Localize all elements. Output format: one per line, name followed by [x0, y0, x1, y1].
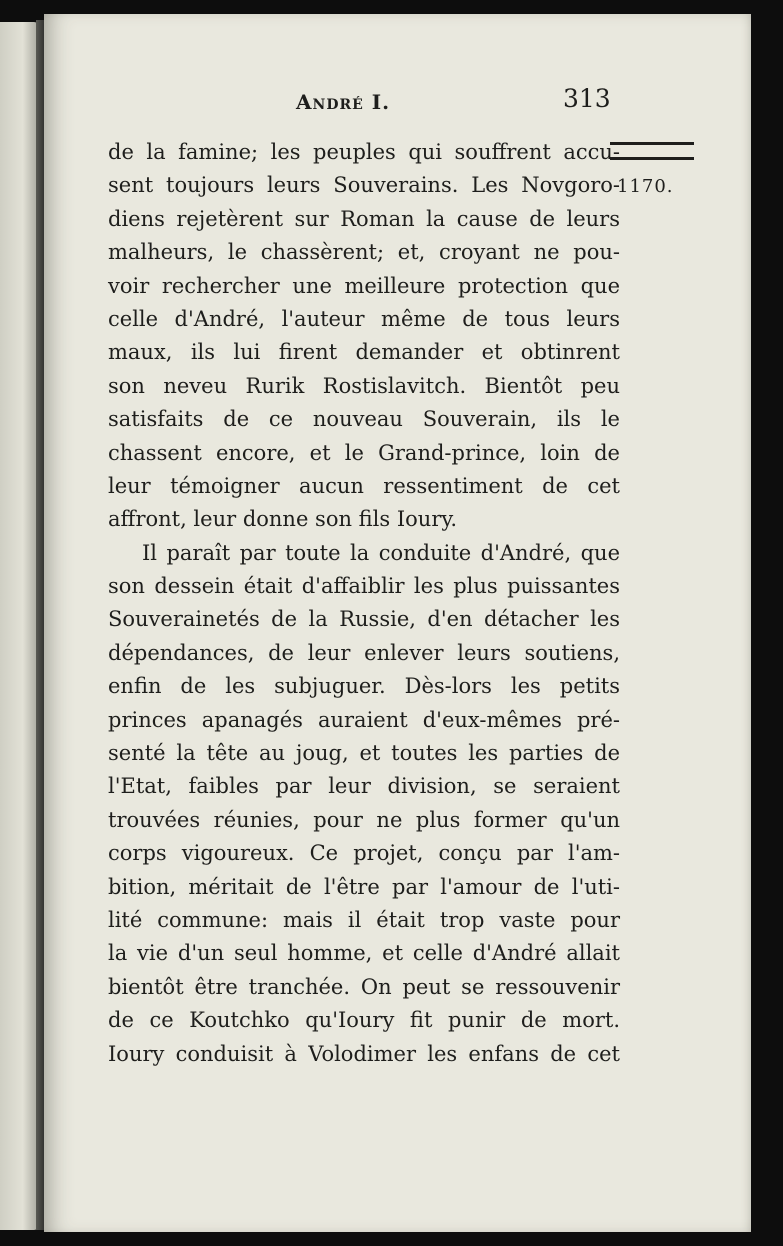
text-line: lité commune: mais il était trop vaste pour: [108, 907, 620, 932]
text-line: affront, leur donne son fils Ioury.: [108, 507, 458, 532]
text-line: bientôt être tranchée. On peut se ressouvenir: [108, 974, 620, 999]
text-line: corps vigoureux. Ce projet, conçu par l'am-: [108, 841, 620, 866]
text-line: chassent encore, et le Grand-prince, loin de: [108, 440, 620, 465]
facing-page-edge: [0, 22, 38, 1230]
text-line: malheurs, le chassèrent; et, croyant ne pou-: [108, 240, 620, 265]
text-line: l'Etat, faibles par leur division, se seraient: [108, 774, 620, 799]
text-line: trouvées réunies, pour ne plus former qu'un: [108, 807, 620, 832]
text-line: de ce Koutchko qu'Ioury fit punir de mort.: [108, 1008, 620, 1033]
running-head: André I.: [296, 90, 391, 114]
body-text: [108, 136, 620, 1071]
text-line: voir rechercher une meilleure protection que: [108, 273, 620, 298]
text-line: senté la tête au joug, et toutes les parties de: [108, 741, 620, 766]
text-line: de la famine; les peuples qui souffrent accu-: [108, 140, 620, 164]
text-line: princes apanagés auraient d'eux-mêmes pré-: [108, 707, 620, 732]
text-line: leur témoigner aucun ressentiment de cet: [108, 473, 620, 498]
text-line: diens rejetèrent sur Roman la cause de leurs: [108, 206, 620, 231]
text-line: la vie d'un seul homme, et celle d'André allait: [108, 941, 620, 966]
text-line: Souverainetés de la Russie, d'en détacher les: [108, 607, 620, 632]
text-line: son neveu Rurik Rostislavitch. Bientôt peu: [108, 373, 620, 398]
margin-rule: [610, 142, 694, 160]
text-line: sent toujours leurs Souverains. Les Novgoro-: [108, 173, 620, 198]
background-edge: [751, 18, 783, 1232]
text-line: Il paraît par toute la conduite d'André, que: [142, 540, 620, 565]
text-line: maux, ils lui firent demander et obtinrent: [108, 340, 620, 365]
text-line: Ioury conduisit à Volodimer les enfans de cet: [108, 1041, 620, 1066]
text-line: dépendances, de leur enlever leurs soutiens,: [108, 640, 620, 665]
text-line: celle d'André, l'auteur même de tous leurs: [108, 306, 620, 331]
margin-note-year: 1170.: [617, 176, 674, 197]
page-number: 313: [563, 84, 611, 113]
text-line: enfin de les subjuguer. Dès-lors les petits: [108, 674, 620, 699]
text-line: satisfaits de ce nouveau Souverain, ils le: [108, 407, 620, 432]
text-line: son dessein était d'affaiblir les plus puissantes: [108, 574, 620, 599]
text-line: bition, méritait de l'être par l'amour de l'uti-: [108, 874, 620, 899]
